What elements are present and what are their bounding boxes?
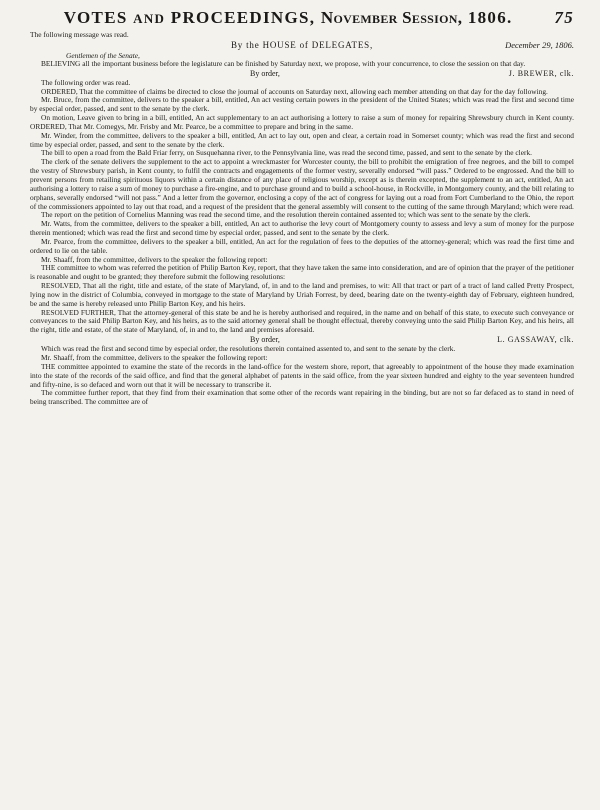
document-body <box>30 31 574 407</box>
by-order: By order, <box>250 68 280 78</box>
salutation: Gentlemen of the Senate, <box>66 50 140 60</box>
paragraph: The report on the petition of Cornelius Manning was read the second time, and the resolution therein contained assented to; which was sent to the senate by the clerk. <box>41 210 531 220</box>
paragraph: The following order was read. <box>41 77 131 87</box>
paragraph: THE committee appointed to examine the state of the records in the land-office for the western shore, report, that agreeably to appointment of the house they made examination into the state of the records of the said office, and find that the general alphabet of patents in the said office, from the year sixteen hundred and eighty to the year seventeen hundred and fifty-nine, is so defaced and worn out that it will be necessary to transcribe it. <box>30 361 574 389</box>
paragraph: Mr. Watts, from the committee, delivers to the speaker a bill, entitled, An act to authorise the levy court of Montgomery county to assess and levy a sum of money for the purpose therein mentioned; which was read the first and second time by especial order, passed, and sent to the senate by the clerk. <box>30 219 574 238</box>
paragraph: On motion, Leave given to bring in a bill, entitled, An act supplementary to an act authorising a lottery to raise a sum of money for repairing Shrewsbury church in Kent county. ORDERED, That Mr. Comegys, Mr. Frisby and Mr. Pearce, be a committee to prepare and bring in the same. <box>30 113 574 131</box>
paragraph: RESOLVED FURTHER, That the attorney-general of this state be and he is hereby authorised and required, in the name and on behalf of this state, to execute such conveyance or conveyances to the said Philip Barton Key, and his heirs, as to the said attorney general shall be thought effectual, thereby conveying unto the said Philip Barton Key, and his heirs, all the right, title and estate, of the state of Maryland, of, in and to, the land and premises aforesaid. <box>30 307 574 335</box>
paragraph: Mr. Shaaff, from the committee, delivers to the speaker the following report: <box>41 254 268 264</box>
paragraph: The bill to open a road from the Bald Friar ferry, on Susquehanna river, to the Pennsylvania line, was read the second time, passed, and sent to the senate by the clerk. <box>41 148 533 158</box>
paragraph: The following message was read. <box>30 30 129 39</box>
message-date: December 29, 1806. <box>505 39 574 50</box>
clerk-signature: J. BREWER, clk. <box>508 68 574 78</box>
title-votes: VOTES <box>63 8 128 27</box>
paragraph: RESOLVED, That all the right, title and estate, of the state of Maryland, of, in and to the land and premises, to wit: All that tract or part of a tract of land called Pretty Prospect, lying now in the district of Columbia, conveyed in mortgage to the state of Maryland by Uriah Forrest, by deed, bearing date on the twenty-eighth day of February, eighteen hundred, be and the same is hereby released unto Philip Barton Key, and his heirs. <box>30 281 574 308</box>
paragraph: THE committee to whom was referred the petition of Philip Barton Key, report, that they have taken the same into consideration, and are of opinion that the prayer of the petitioner is reasonable and ought to be granted; they therefore submit the following resolutions: <box>30 263 574 282</box>
paragraph: BELIEVING all the important business before the legislature can be finished by Saturday next, we propose, with your concurrence, to close the session on that day. <box>41 58 526 68</box>
paragraph: Mr. Bruce, from the committee, delivers to the speaker a bill, entitled, An act vesting certain powers in the president of the United States; which was read the first and second time by especial order, passed, and sent to the senate by the clerk. <box>30 95 574 114</box>
title-proceedings: PROCEEDINGS, <box>170 8 316 27</box>
house-of-delegates: By the HOUSE of DELEGATES, <box>230 39 374 50</box>
page-number: 75 <box>554 8 574 27</box>
paragraph: Mr. Shaaff, from the committee, delivers to the speaker the following report: <box>41 353 268 362</box>
paragraph: Which was read the first and second time by especial order, the resolutions therein contained assented to, and sent to the senate by the clerk. <box>41 344 456 354</box>
message-heading <box>30 40 574 51</box>
paragraph: ORDERED, That the committee of claims be directed to close the journal of accounts on Saturday next, allowing each member attending on that day for the day following. <box>41 86 548 96</box>
paragraph: Mr. Pearce, from the committee, delivers to the speaker a bill, entitled, An act for the regulation of fees to the deputies of the attorney-general; which was read the first time and ordered to lie on the table. <box>30 236 574 255</box>
paragraph: The clerk of the senate delivers the supplement to the act to appoint a wreckmaster for Worcester county, the bill to prohibit the emigration of free negroes, and the bill to compel the vestry of Shrewsbury parish, in Kent county, to fulfil the contracts and engagements of the former vestry, severally endorsed “will pass.” Ordered to be engrossed. And the bill to prevent persons from retailing spirituous liquors within a certain distance of any place of religious worship, except as is therein excepted, the supplement to an act, entitled, An act authorising a lottery to raise a sum of money to purchase a fire-engine, and to purchase ground and to build a school-house, in Rockville, in Montgomery county, and the bill relating to orphans, severally endorsed “will not pass.” And a letter from the governor, enclosing a copy of the act of congress for laying out a road from Fort Cumberland to the Ohio, the report of the commissioners appointed to lay out that road, and a request of the president that the general assembly will consent to the cutting of the same through Maryland; which were read. <box>30 157 574 211</box>
running-title <box>30 8 546 28</box>
by-order: By order, <box>250 335 280 345</box>
title-and: AND <box>133 11 166 26</box>
title-year: 1806. <box>467 8 513 27</box>
page-header <box>30 8 574 28</box>
paragraph: Mr. Winder, from the committee, delivers to the speaker a bill, entitled, An act to lay out, open and clear, a certain road in Somerset county; which was read the first and second time by especial order, passed, and sent to the senate by the clerk. <box>30 130 574 149</box>
clerk-signature: L. GASSAWAY, clk. <box>497 335 574 345</box>
title-session: November Session, <box>320 8 463 27</box>
paragraph: The committee further report, that they find from their examination that some other of the records want repairing in the binding, but are not so far defaced as to stand in need of being transcribed. The committee are of <box>30 388 574 407</box>
